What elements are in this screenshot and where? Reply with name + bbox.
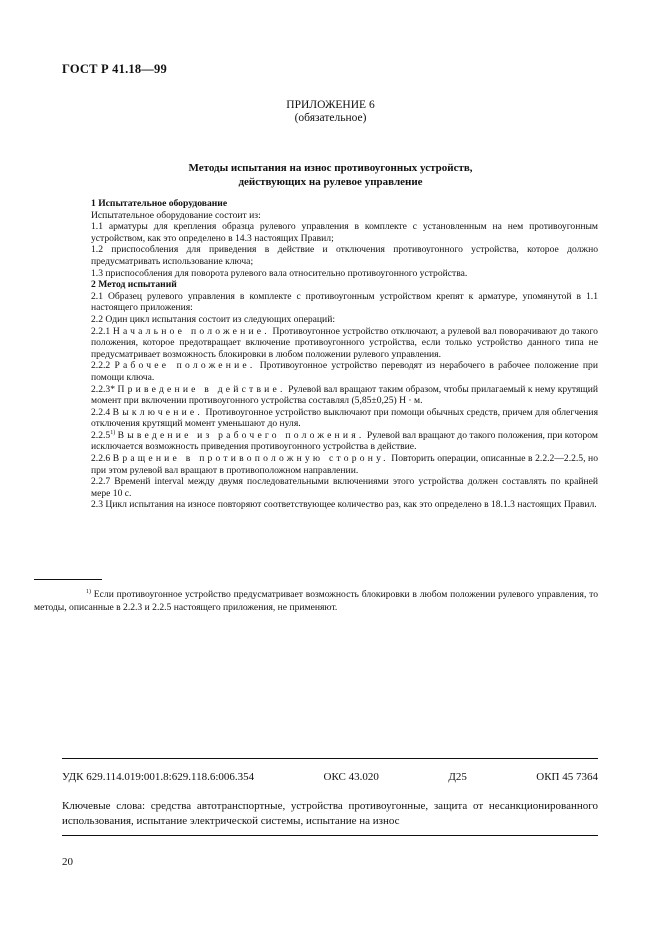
clause-number: 2.2.2 xyxy=(91,360,111,372)
clause-1-1: 1.1 арматуры для крепления образца рулевого управления в комплекте с установленным на нем противоугонным устройством, как это определено в 14.3 настоящих Правил; xyxy=(91,221,598,244)
footnote-divider xyxy=(34,579,102,580)
clause-text: Повторить операции, описанные в 2.2.2—2.2.5, но при этом рулевой вал вращают в противоположном направлении. xyxy=(91,453,598,476)
clause-2-1: 2.1 Образец рулевого управления в комплекте с противоугонным устройством крепят к арматуре, упомянутой в 1.1 настоящего приложения: xyxy=(91,290,598,314)
keywords: Ключевые слова: средства автотранспортные, устройства противоугонные, защита от несанкционированного использования, испытание электрической системы, испытание на износ xyxy=(62,800,598,827)
appendix-heading xyxy=(0,99,661,125)
clause-2-2-7: 2.2.7 Временй interval между двумя последовательными включениями этого устройства должен составлять по крайней мере 10 с. xyxy=(91,476,598,499)
okp-code: ОКП 45 7364 xyxy=(536,771,598,783)
clause-2-2-1 xyxy=(91,326,598,361)
udk-code: УДК 629.114.019:001.8:629.118.6:006.354 xyxy=(62,771,255,783)
document-title-line1: Методы испытания на износ противоугонных устройств, xyxy=(188,162,473,174)
appendix-subtitle: (обязательное) xyxy=(294,112,367,124)
footnote-reference: 1) xyxy=(110,429,116,436)
clause-text: Рулевой вал вращают таким образом, чтобы прилагаемый к нему крутящий момент при включении противоугонного устройства составлял (5,85±0,25) Н · м. xyxy=(91,383,599,407)
clause-text: Противоугонное устройство выключают при помощи обычных средств, причем для облегчения отключения крутящий момент уменьшают до нуля. xyxy=(91,406,598,430)
clause-number: 2.2.3* xyxy=(91,383,115,395)
clause-term: Приведение в действие. xyxy=(117,383,286,395)
clause-term: Выключение. xyxy=(112,406,203,418)
clause-1-2: 1.2 приспособления для приведения в действие и отключения противоугонного устройства, которое должно предусматривать использование ключа; xyxy=(91,244,598,267)
document-title xyxy=(0,161,661,189)
clause-number: 2.2.1 xyxy=(91,325,111,337)
page-number: 20 xyxy=(62,856,73,868)
clause-term: Начальное положение. xyxy=(112,325,270,337)
clause-2-3: 2.3 Цикл испытания на износе повторяют соответствующее количество раз, как это определено в 18.1.3 настоящих Правил. xyxy=(91,499,597,511)
section-1-intro: Испытательное оборудование состоит из: xyxy=(91,209,261,221)
clause-term: Рабочее положение. xyxy=(114,360,256,372)
section-1-heading: 1 Испытательное оборудование xyxy=(91,198,228,209)
clause-term: Выведение из рабочего положения. xyxy=(117,429,365,441)
footer-bottom-rule xyxy=(62,835,598,836)
clause-2-2-3 xyxy=(91,384,598,407)
clause-term: Вращение в противоположную сторону. xyxy=(112,453,389,465)
clause-number: 2.2.5 xyxy=(91,429,111,441)
section-2-heading: 2 Метод испытаний xyxy=(91,279,177,291)
clause-2-2-2 xyxy=(91,360,598,383)
footnote xyxy=(34,589,598,615)
clause-text: Противоугонное устройство переводят из нерабочего в рабочее положение при помощи ключа. xyxy=(91,360,598,383)
appendix-title: ПРИЛОЖЕНИЕ 6 xyxy=(286,99,375,111)
clause-2-2-5 xyxy=(91,430,598,453)
clause-2-2-6 xyxy=(91,453,598,476)
footnote-text: Если противоугонное устройство предусматривает возможность блокировки в любом положении рулевого управления, то методы, описанные в 2.2.3 и 2.2.5 настоящего приложения, не применяют. xyxy=(34,589,598,613)
clause-2-2: 2.2 Один цикл испытания состоит из следующих операций: xyxy=(91,313,335,325)
clause-number: 2.2.6 xyxy=(91,453,111,465)
oks-code: ОКС 43.020 xyxy=(323,771,379,783)
footer-top-rule xyxy=(62,758,598,759)
standard-number: ГОСТ Р 41.18—99 xyxy=(62,62,167,76)
classification-row xyxy=(62,771,598,783)
clause-text: Противоугонное устройство отключают, а рулевой вал поворачивают до такого положения, которое предотвращает включение противоугонного устройства, если только устройство данного типа не предусматривает возможность блокировки в любом положении рулевого управления. xyxy=(91,325,598,360)
clause-1-3: 1.3 приспособления для поворота рулевого вала относительно противоугонного устройства. xyxy=(91,267,468,279)
group-code: Д25 xyxy=(448,771,467,783)
document-title-line2: действующих на рулевое управление xyxy=(238,176,423,188)
clause-number: 2.2.4 xyxy=(91,406,111,418)
clause-2-2-4 xyxy=(91,407,598,430)
clause-text: Рулевой вал вращают до такого положения, при котором исключается возможность приведения противоугонного устройства в действие. xyxy=(91,429,598,453)
footnote-marker: 1) xyxy=(86,588,91,595)
body-text xyxy=(91,198,598,511)
